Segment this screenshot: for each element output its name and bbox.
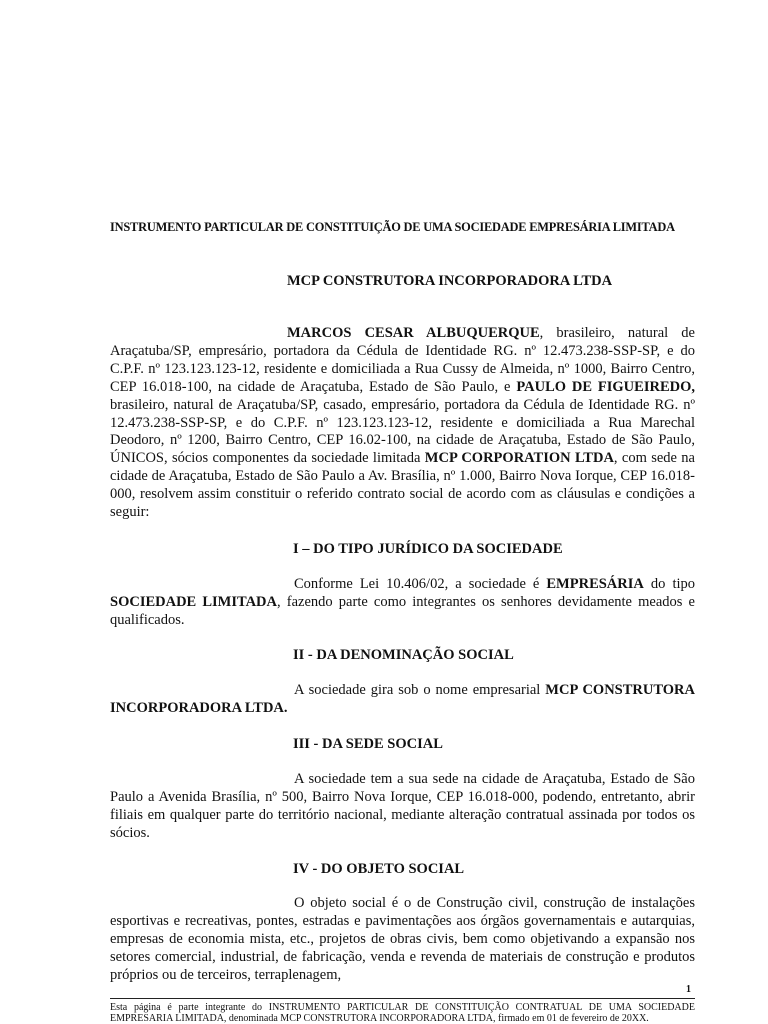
footer-text: Esta página é parte integrante do INSTRUMENTO PARTICULAR DE CONSTITUIÇÃO CONTRATUAL DE UMA SOCIEDADE EMPRESARIA LIMITADA, denominada MCP CONSTRUTORA INCORPORADORA LTDA, firmado em 01 de fevereiro de 20XX. xyxy=(110,1002,695,1024)
document-title: INSTRUMENTO PARTICULAR DE CONSTITUIÇÃO DE UMA SOCIEDADE EMPRESÁRIA LIMITADA xyxy=(110,220,675,234)
intro-paragraph xyxy=(110,325,695,522)
section2-text-1: A sociedade gira sob o nome empresarial xyxy=(294,682,546,698)
section3-paragraph: A sociedade tem a sua sede na cidade de Araçatuba, Estado de São Paulo a Avenida Brasília, nº 500, Bairro Nova Iorque, CEP 16.018-000, podendo, entretanto, abrir filiais em qualquer parte do território nacional, mediante alteração contratual assinada por todos os sócios. xyxy=(110,771,695,841)
section2-bold-1: MCP CONSTRUTORA INCORPORADORA LTDA. xyxy=(110,682,695,716)
company-name: MCP CONSTRUTORA INCORPORADORA LTDA xyxy=(287,273,613,289)
section1-text-3: , fazendo parte como integrantes os senhores devidamente meados e qualificados. xyxy=(110,593,695,628)
section1-text-1: Conforme Lei 10.406/02, a sociedade é xyxy=(294,576,547,592)
corporation-name: MCP CORPORATION LTDA xyxy=(424,450,614,467)
intro-text-3: , com sede na cidade de Araçatuba, Estado de São Paulo a Av. Brasília, nº 1.000, Bairro Nova Iorque, CEP 16.018-000, resolvem assim constituir o referido contrato social de acordo com as cláusulas e condições a seguir: xyxy=(110,450,695,521)
section3-heading: III - DA SEDE SOCIAL xyxy=(293,736,443,752)
section1-heading: I – DO TIPO JURÍDICO DA SOCIEDADE xyxy=(293,541,563,557)
section1-bold-1: EMPRESÁRIA xyxy=(546,576,644,592)
section4-paragraph: O objeto social é o de Construção civil, construção de instalações esportivas e recreativas, pontes, estradas e pavimentações aos órgãos governamentais e autarquias, empresas de economia mista, etc., projetos de obras civis, bem como objetivando a expansão nos setores comercial, industrial, de fabricação, venda e revenda de materiais de construção e produtos próprios ou de terceiros, terraplenagem, xyxy=(110,895,695,983)
partner2-name: PAULO DE FIGUEIREDO, xyxy=(516,378,695,395)
section2-paragraph xyxy=(110,682,695,718)
partner1-name: MARCOS CESAR ALBUQUERQUE xyxy=(287,325,540,341)
section2-heading: II - DA DENOMINAÇÃO SOCIAL xyxy=(293,647,514,663)
section1-text-2: do tipo xyxy=(643,576,695,592)
footer-divider xyxy=(110,998,695,999)
section4-heading: IV - DO OBJETO SOCIAL xyxy=(293,861,465,877)
section1-bold-2: SOCIEDADE LIMITADA xyxy=(110,593,278,610)
intro-text-1: , brasileiro, natural de Araçatuba/SP, empresário, portadora da Cédula de Identidade RG. nº 12.473.238-SSP-SP, e do C.P.F. nº 123.123.123-12, residente e domiciliada a Rua Cussy de Almeida, nº 1000, Bairro Centro, CEP 16.018-100, na cidade de Araçatuba, Estado de São Paulo, e xyxy=(110,325,695,395)
section1-paragraph xyxy=(110,576,695,630)
intro-text-2: brasileiro, natural de Araçatuba/SP, casado, empresário, portadora da Cédula de Identidade RG. nº 12.473.238-SSP-SP, e do C.P.F. nº 123.123.123-12, residente e domiciliada a Rua Marechal Deodoro, nº 1200, Bairro Centro, CEP 16.02-100, na cidade de Araçatuba, Estado de São Paulo, ÚNICOS, sócios componentes da sociedade limitada xyxy=(110,396,695,467)
page-number: 1 xyxy=(686,984,691,995)
